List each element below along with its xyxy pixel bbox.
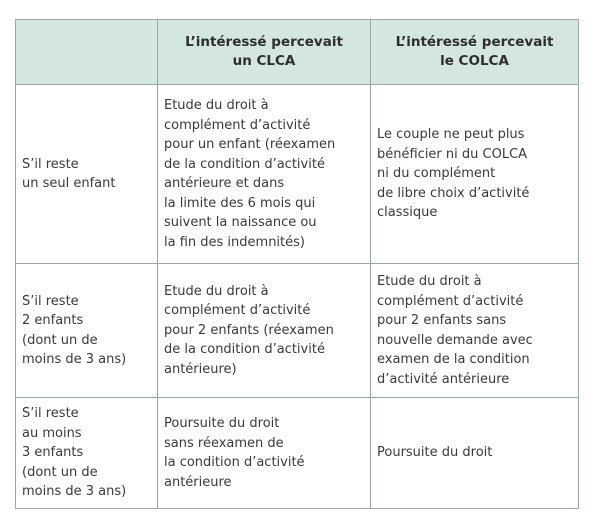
text-line: Poursuite du droit — [377, 445, 493, 461]
text-line: la fin des indemnités) — [164, 234, 305, 250]
situation-cell — [16, 398, 158, 509]
text-line: (dont un de — [22, 464, 98, 480]
header-colca-line: L’intéressé percevait — [395, 34, 554, 50]
table-row — [16, 398, 579, 509]
text-line: pour 2 enfants (réexamen — [164, 322, 334, 338]
text-line: Etude du droit à — [164, 98, 269, 113]
text-line: de la condition d’activité — [164, 156, 325, 172]
text-line: moins de 3 ans) — [22, 352, 127, 367]
text-line: pour un enfant (réexamen — [164, 137, 336, 152]
text-line: antérieure et dans — [164, 176, 285, 191]
text-line: pour 2 enfants sans — [377, 313, 507, 328]
text-line: la condition d’activité — [164, 455, 305, 470]
text-line: 3 enfants — [22, 445, 84, 461]
text-line: 2 enfants — [22, 313, 84, 328]
text-line: S’il reste — [22, 156, 79, 172]
text-line: au moins — [22, 425, 82, 441]
header-clca-line: L’intéressé percevait — [185, 34, 343, 50]
situation-cell — [16, 85, 158, 264]
text-line: S’il reste — [22, 293, 79, 309]
text-line: suivent la naissance ou — [164, 215, 317, 230]
text-line: un seul enfant — [22, 176, 116, 191]
table-row — [16, 264, 579, 398]
clca-cell — [158, 85, 371, 264]
text-line: nouvelle demande avec — [377, 332, 533, 348]
clca-cell — [158, 398, 371, 509]
colca-cell — [371, 85, 579, 264]
text-line: Etude du droit à — [164, 283, 269, 299]
colca-cell — [371, 264, 579, 398]
header-colca-line: le COLCA — [440, 53, 509, 69]
header-colca — [371, 20, 579, 85]
text-line: antérieure) — [164, 361, 237, 377]
text-line: d’activité antérieure — [377, 371, 510, 387]
text-line: classique — [377, 205, 438, 221]
text-line: examen de la condition — [377, 352, 530, 367]
text-line: Poursuite du droit — [164, 416, 280, 431]
header-clca — [158, 20, 371, 85]
text-line: (dont un de — [22, 332, 98, 348]
text-line: la limite des 6 mois qui — [164, 195, 316, 211]
benefits-table — [15, 19, 579, 509]
clca-cell — [158, 264, 371, 398]
text-line: Etude du droit à — [377, 274, 482, 289]
text-line: complément d’activité — [377, 293, 524, 309]
text-line: complément d’activité — [164, 303, 311, 319]
text-line: moins de 3 ans) — [22, 484, 127, 500]
text-line: Le couple ne peut plus — [377, 127, 525, 143]
header-row — [16, 20, 579, 85]
text-line: antérieure — [164, 474, 232, 490]
header-empty-cell — [16, 20, 158, 85]
text-line: sans réexamen de — [164, 435, 284, 451]
text-line: complément d’activité — [164, 117, 311, 133]
header-clca-line: un CLCA — [232, 53, 296, 69]
text-line: S’il reste — [22, 406, 79, 422]
text-line: ni du complément — [377, 166, 496, 182]
situation-cell — [16, 264, 158, 398]
text-line: bénéficier ni du COLCA — [377, 146, 528, 162]
colca-cell — [371, 398, 579, 509]
text-line: de libre choix d’activité — [377, 185, 530, 201]
text-line: de la condition d’activité — [164, 342, 325, 358]
table-row — [16, 85, 579, 264]
